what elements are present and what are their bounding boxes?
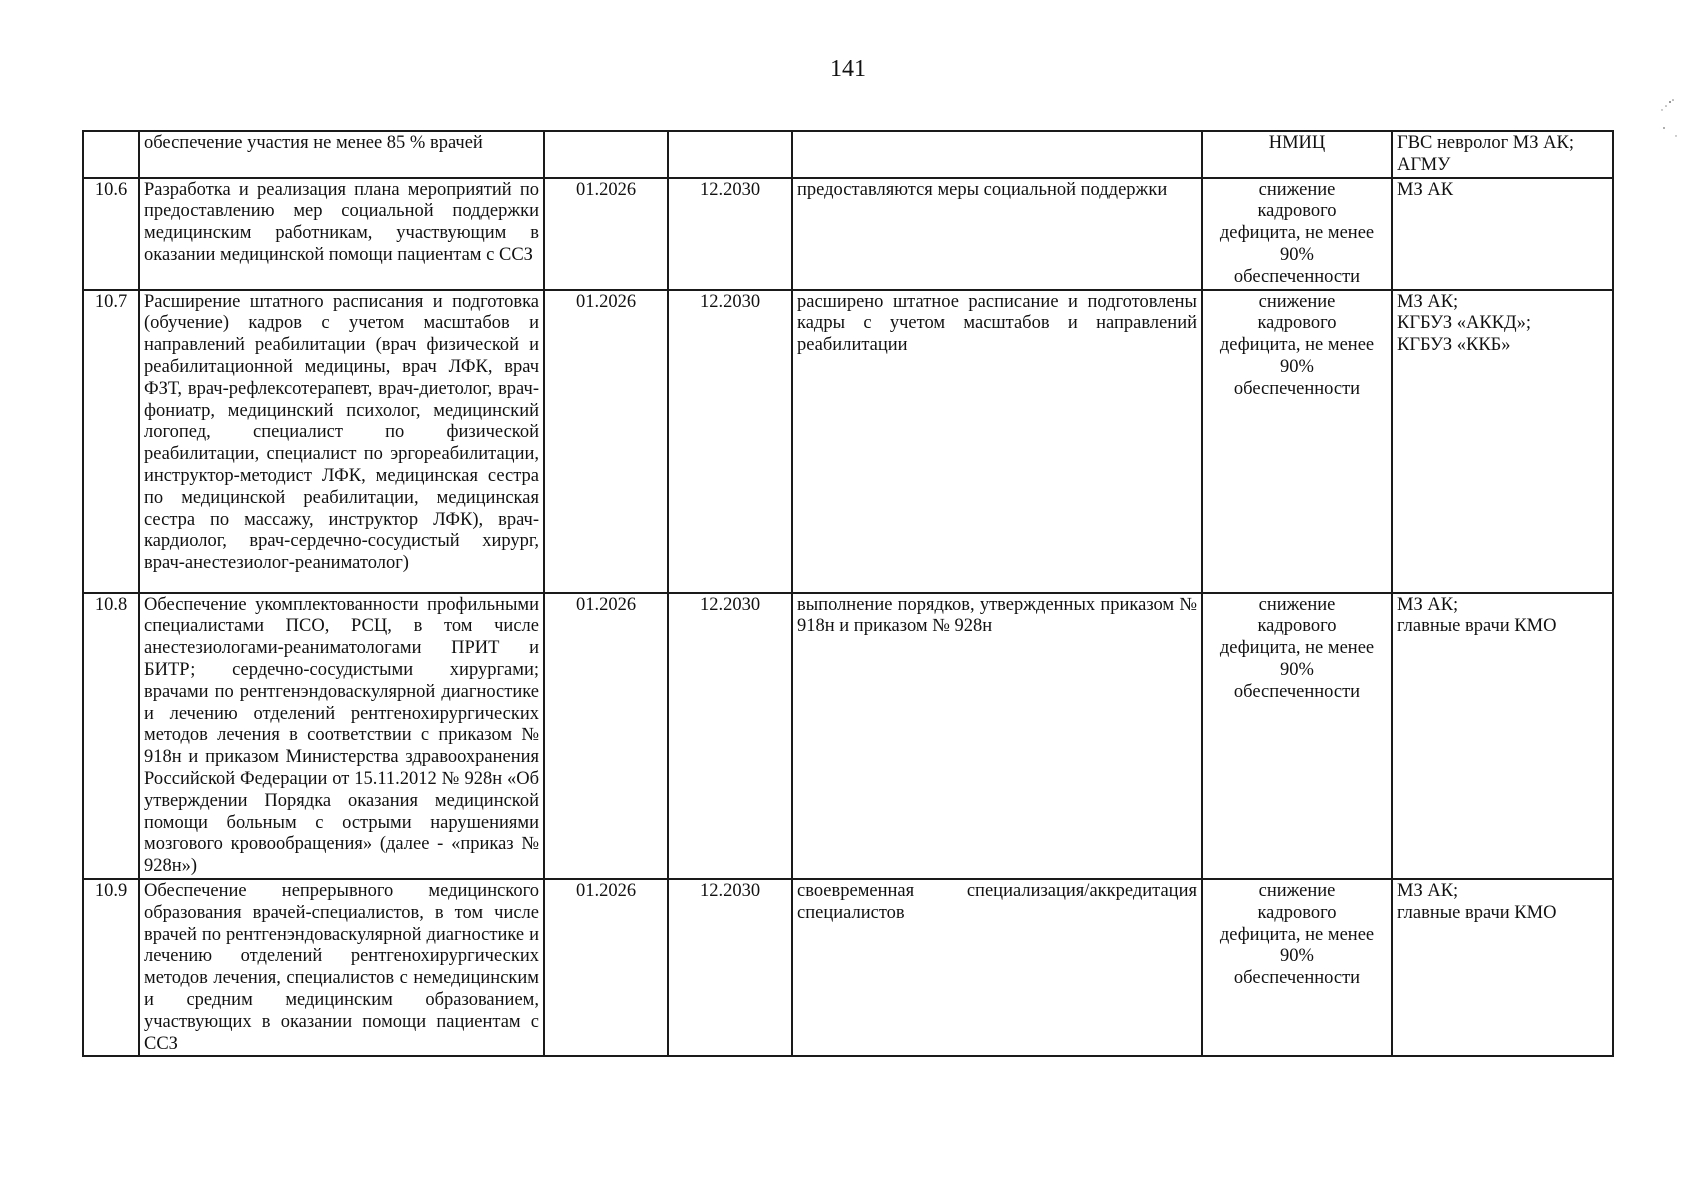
table-row — [83, 290, 1613, 593]
description-cell: Разработка и реализация плана мероприятий по предоставлению мер социальной поддержки медицинским работникам, участвующим в оказании медицинской помощи пациентам с ССЗ — [139, 178, 544, 290]
responsible-cell — [1392, 593, 1613, 879]
table-row — [83, 131, 1613, 178]
indicator-cell-line: дефицита, не менее — [1219, 924, 1375, 945]
responsible-cell-line: главные врачи КМО — [1397, 616, 1557, 637]
indicator-cell — [1202, 131, 1392, 178]
indicator-cell-line: снижение — [1258, 291, 1336, 312]
responsible-cell-line: главные врачи КМО — [1397, 902, 1557, 923]
indicator-cell — [1202, 593, 1392, 879]
indicator-cell-line: кадрового — [1257, 902, 1337, 923]
responsible-cell-line: МЗ АК; — [1397, 291, 1459, 312]
start-date-cell: 01.2026 — [544, 593, 668, 879]
row-number-cell: 10.7 — [83, 290, 139, 593]
plan-table — [82, 130, 1614, 1057]
indicator-cell — [1202, 879, 1392, 1056]
responsible-cell-line: МЗ АК — [1397, 179, 1454, 200]
end-date-cell: 12.2030 — [668, 593, 792, 879]
start-date-cell: 01.2026 — [544, 290, 668, 593]
indicator-cell-line: снижение — [1258, 880, 1336, 901]
row-number-cell: 10.9 — [83, 879, 139, 1056]
row-number-cell — [83, 131, 139, 178]
indicator-cell-line: 90% — [1280, 356, 1314, 377]
indicator-cell-line: обеспеченности — [1233, 968, 1361, 989]
description-cell: Обеспечение непрерывного медицинского образования врачей-специалистов, в том числе врачей по рентгенэндоваскулярной диагностике и лечению отделений рентгенохирургических методов лечения, специалистов с немедицинским и средним медицинским образованием, участвующих в оказании помощи пациентам с ССЗ — [139, 879, 544, 1056]
responsible-cell — [1392, 131, 1613, 178]
end-date-cell: 12.2030 — [668, 879, 792, 1056]
description-cell: Расширение штатного расписания и подготовка (обучение) кадров с учетом масштабов и направлений реабилитации (врач физической и реабилитационной медицины, врач ЛФК, врач ФЗТ, врач-рефлексотерапевт, врач-диетолог, врач-фониатр, медицинский психолог, медицинский логопед, специалист по физической реабилитации, специалист по эргореабилитации, инструктор-методист ЛФК, медицинская сестра по медицинской реабилитации, медицинская сестра по массажу, инструктор ЛФК), врач-кардиолог, врач-сердечно-сосудистый хирург, врач-анестезиолог-реаниматолог) — [139, 290, 544, 593]
page-number: 141 — [830, 56, 866, 82]
responsible-cell-line: ГВС невролог МЗ АК; — [1397, 133, 1574, 153]
start-date-cell: 01.2026 — [544, 879, 668, 1056]
indicator-cell-line: кадрового — [1257, 201, 1337, 222]
indicator-cell-line: снижение — [1258, 594, 1336, 615]
end-date-cell: 12.2030 — [668, 290, 792, 593]
result-cell: выполнение порядков, утвержденных приказом № 918н и приказом № 928н — [792, 593, 1202, 879]
indicator-cell-line: НМИЦ — [1268, 133, 1326, 153]
indicator-cell-line: кадрового — [1257, 616, 1337, 637]
indicator-cell-line: кадрового — [1257, 313, 1337, 334]
result-cell: предоставляются меры социальной поддержки — [792, 178, 1202, 290]
result-cell: своевременная специализация/аккредитация специалистов — [792, 879, 1202, 1056]
row-number-cell: 10.6 — [83, 178, 139, 290]
responsible-cell-line: МЗ АК; — [1397, 594, 1459, 615]
responsible-cell-line: КГБУЗ «ККБ» — [1397, 335, 1511, 356]
indicator-cell — [1202, 178, 1392, 290]
indicator-cell-line: обеспеченности — [1233, 378, 1361, 399]
indicator-cell-line: обеспеченности — [1233, 266, 1361, 287]
indicator-cell-line: дефицита, не менее — [1219, 223, 1375, 244]
result-cell: расширено штатное расписание и подготовлены кадры с учетом масштабов и направлений реабилитации — [792, 290, 1202, 593]
indicator-cell-line: снижение — [1258, 179, 1336, 200]
indicator-cell-line: дефицита, не менее — [1219, 335, 1375, 356]
indicator-cell-line: 90% — [1280, 244, 1314, 265]
table-row — [83, 178, 1613, 290]
start-date-cell — [544, 131, 668, 178]
description-cell: обеспечение участия не менее 85 % врачей — [139, 131, 544, 178]
table-row — [83, 879, 1613, 1056]
responsible-cell-line: АГМУ — [1397, 154, 1451, 175]
responsible-cell — [1392, 178, 1613, 290]
responsible-cell — [1392, 290, 1613, 593]
table-row — [83, 593, 1613, 879]
responsible-cell — [1392, 879, 1613, 1056]
scan-specks — [1640, 92, 1680, 152]
row-number-cell: 10.8 — [83, 593, 139, 879]
indicator-cell — [1202, 290, 1392, 593]
indicator-cell-line: обеспеченности — [1233, 681, 1361, 702]
indicator-cell-line: 90% — [1280, 659, 1314, 680]
responsible-cell-line: КГБУЗ «АККД»; — [1397, 313, 1532, 334]
indicator-cell-line: 90% — [1280, 946, 1314, 967]
result-cell — [792, 131, 1202, 178]
indicator-cell-line: дефицита, не менее — [1219, 638, 1375, 659]
end-date-cell — [668, 131, 792, 178]
description-cell: Обеспечение укомплектованности профильными специалистами ПСО, РСЦ, в том числе анестезиологами-реаниматологами ПРИТ и БИТР; сердечно-сосудистыми хирургами; врачами по рентгенэндоваскулярной диагностике и лечению отделений рентгенохирургических методов лечения в соответствии с приказом № 918н и приказом Министерства здравоохранения Российской Федерации от 15.11.2012 № 928н «Об утверждении Порядка оказания медицинской помощи больным с острыми нарушениями мозгового кровообращения» (далее - «приказ № 928н») — [139, 593, 544, 879]
responsible-cell-line: МЗ АК; — [1397, 880, 1459, 901]
end-date-cell: 12.2030 — [668, 178, 792, 290]
start-date-cell: 01.2026 — [544, 178, 668, 290]
